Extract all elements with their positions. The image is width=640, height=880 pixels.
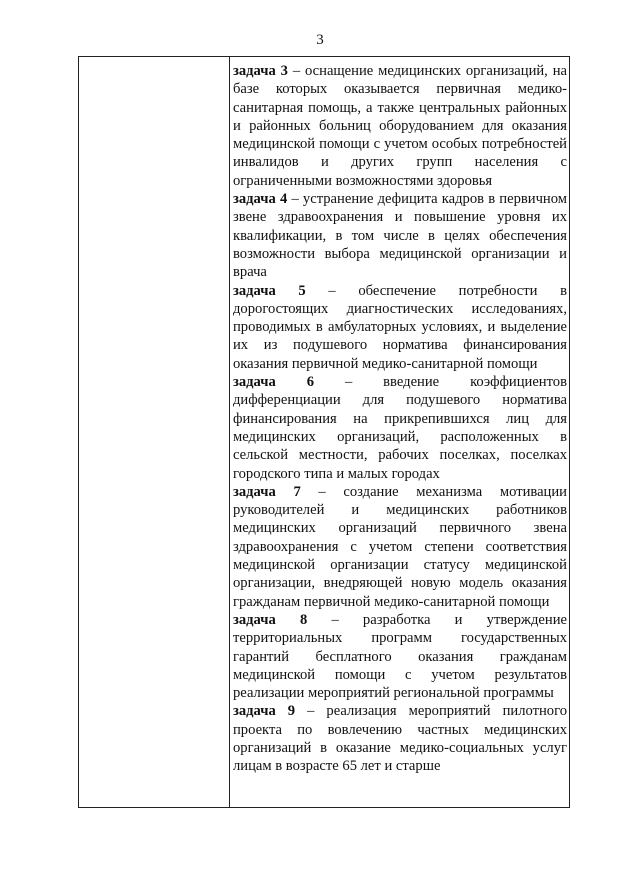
task-label: задача 4 [233,191,288,208]
task-text: – оснащение медицинских организаций, на базе которых оказывается первичная медико-санитарная помощь, а также центральных районных и районных больниц оборудованием для оказания медицинской помощи с учетом особых потребностей инвалидов и других групп населения с ограниченными возможностями здоровья [233,63,567,189]
task-9 [233,702,567,775]
task-text: – устранение дефицита кадров в первичном звене здравоохранения и повышение уровня их квалификации, в том числе в целях обеспечения возможности выбора медицинской организации и врача [233,191,567,281]
task-4 [233,190,567,281]
task-5 [233,282,567,373]
task-text: – создание механизма мотивации руководителей и медицинских работников медицинских организаций первичного звена здравоохранения с учетом степени соответствия медицинской организации статусу медицинской организации, внедряющей новую модель оказания гражданам первичной медико-санитарной помощи [233,483,567,610]
task-label: задача 5 [233,282,306,299]
task-text: – реализация мероприятий пилотного проекта по вовлечению частных медицинских организаций в оказание медико-социальных услуг лицам в возрасте 65 лет и старше [233,703,567,775]
task-label: задача 9 [233,703,296,720]
task-label: задача 6 [233,374,315,391]
task-label: задача 8 [233,611,308,628]
task-3 [233,62,567,190]
task-label: задача 3 [233,63,288,79]
task-text: – введение коэффициентов дифференциации для подушевого норматива финансирования на прикрепившихся лиц для медицинских организаций, расположенных в сельской местности, рабочих поселках, поселках городского типа и малых городах [233,374,567,482]
table-right-cell [230,57,569,807]
task-6 [233,373,567,483]
document-table [78,56,570,808]
task-text: – обеспечение потребности в дорогостоящих диагностических исследованиях, проводимых в амбулаторных условиях, и выделение их из подушевого норматива финансирования оказания первичной медико-санитарной помощи [233,282,567,372]
table-left-cell [79,57,230,807]
task-text: – разработка и утверждение территориальных программ государственных гарантий бесплатного оказания гражданам медицинской помощи с учетом результатов реализации мероприятий региональной программы [233,611,567,702]
page-number: 3 [316,32,324,48]
task-8 [233,611,567,702]
task-label: задача 7 [233,483,301,500]
task-7 [233,483,567,611]
